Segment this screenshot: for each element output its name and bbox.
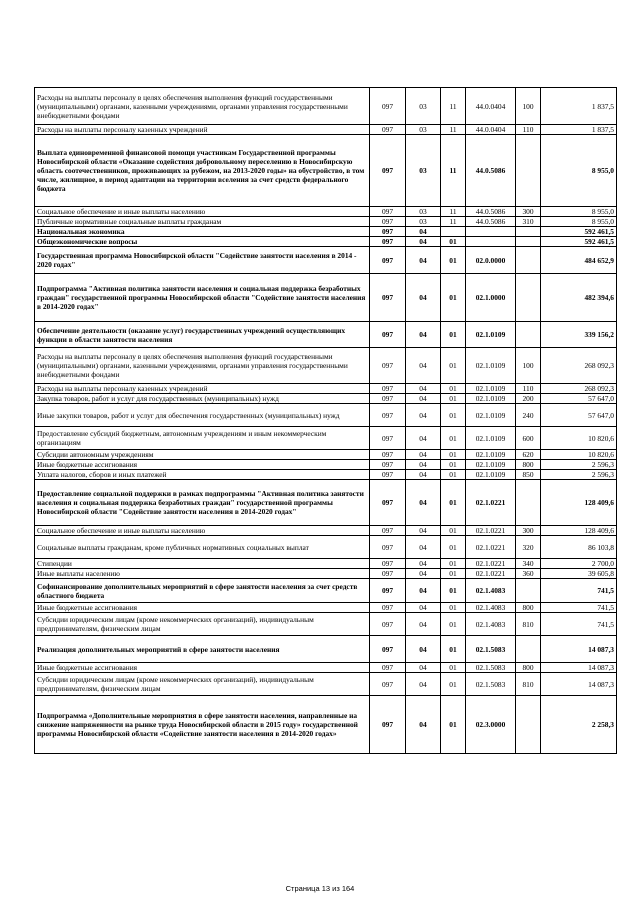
row-ved-code-cell: 097 — [370, 460, 406, 470]
row-expense-type-cell — [516, 247, 541, 274]
row-section-code-cell: 04 — [406, 247, 441, 274]
table-row — [35, 663, 617, 673]
row-section-code-cell: 04 — [406, 663, 441, 673]
table-row — [35, 274, 617, 322]
row-name-cell: Уплата налогов, сборов и иных платежей — [35, 470, 370, 480]
row-amount-cell: 484 652,9 — [541, 247, 617, 274]
row-target-article-cell: 02.1.0109 — [466, 384, 516, 394]
row-amount-cell: 2 596,3 — [541, 460, 617, 470]
table-row — [35, 88, 617, 125]
row-expense-type-cell — [516, 274, 541, 322]
row-target-article-cell: 02.1.0221 — [466, 480, 516, 526]
row-ved-code-cell: 097 — [370, 450, 406, 460]
row-subsection-code-cell: 01 — [441, 274, 466, 322]
row-section-code-cell: 04 — [406, 526, 441, 536]
row-subsection-code-cell: 01 — [441, 603, 466, 613]
row-subsection-code-cell: 01 — [441, 384, 466, 394]
row-expense-type-cell: 200 — [516, 394, 541, 404]
row-amount-cell: 1 837,5 — [541, 125, 617, 135]
row-expense-type-cell: 810 — [516, 613, 541, 636]
row-subsection-code-cell: 01 — [441, 480, 466, 526]
row-ved-code-cell: 097 — [370, 274, 406, 322]
row-subsection-code-cell: 01 — [441, 427, 466, 450]
row-name-cell: Подпрограмма «Дополнительные мероприятия в сфере занятости населения, направленные на снижение напряженности на рынке труда Новосибирской области в 2015 году» государственной программы Новосибирской области «Содействие занятости населения в 2014-2020 годах» — [35, 696, 370, 754]
row-subsection-code-cell: 01 — [441, 613, 466, 636]
table-row — [35, 135, 617, 207]
table-row — [35, 636, 617, 663]
table-row — [35, 696, 617, 754]
row-amount-cell: 14 087,3 — [541, 673, 617, 696]
row-amount-cell: 268 092,3 — [541, 384, 617, 394]
table-row — [35, 227, 617, 237]
row-target-article-cell: 02.1.0109 — [466, 427, 516, 450]
row-section-code-cell: 04 — [406, 480, 441, 526]
row-amount-cell: 57 647,0 — [541, 404, 617, 427]
row-amount-cell: 2 258,3 — [541, 696, 617, 754]
table-row — [35, 404, 617, 427]
row-amount-cell: 482 394,6 — [541, 274, 617, 322]
row-name-cell: Социальные выплаты гражданам, кроме публичных нормативных социальных выплат — [35, 536, 370, 559]
row-subsection-code-cell: 01 — [441, 536, 466, 559]
row-section-code-cell: 03 — [406, 207, 441, 217]
row-target-article-cell — [466, 227, 516, 237]
row-expense-type-cell: 850 — [516, 470, 541, 480]
table-row — [35, 470, 617, 480]
row-section-code-cell: 04 — [406, 237, 441, 247]
row-target-article-cell: 02.1.0109 — [466, 470, 516, 480]
row-section-code-cell: 04 — [406, 696, 441, 754]
row-target-article-cell: 02.1.0221 — [466, 569, 516, 579]
row-section-code-cell: 04 — [406, 579, 441, 603]
row-amount-cell: 8 955,0 — [541, 207, 617, 217]
row-ved-code-cell: 097 — [370, 322, 406, 348]
row-expense-type-cell: 800 — [516, 603, 541, 613]
row-name-cell: Иные бюджетные ассигнования — [35, 663, 370, 673]
row-ved-code-cell: 097 — [370, 569, 406, 579]
row-expense-type-cell — [516, 579, 541, 603]
row-expense-type-cell — [516, 636, 541, 663]
table-row — [35, 237, 617, 247]
row-target-article-cell: 02.1.5083 — [466, 673, 516, 696]
row-expense-type-cell: 300 — [516, 207, 541, 217]
row-expense-type-cell — [516, 237, 541, 247]
row-section-code-cell: 03 — [406, 125, 441, 135]
row-name-cell: Расходы на выплаты персоналу казенных учреждений — [35, 125, 370, 135]
row-amount-cell: 14 087,3 — [541, 663, 617, 673]
row-section-code-cell: 04 — [406, 227, 441, 237]
row-amount-cell: 741,5 — [541, 579, 617, 603]
budget-table — [34, 87, 617, 754]
row-target-article-cell: 02.1.0221 — [466, 536, 516, 559]
row-subsection-code-cell: 01 — [441, 526, 466, 536]
row-subsection-code-cell: 01 — [441, 404, 466, 427]
table-row — [35, 125, 617, 135]
table-row — [35, 613, 617, 636]
row-ved-code-cell: 097 — [370, 613, 406, 636]
row-name-cell: Иные закупки товаров, работ и услуг для обеспечения государственных (муниципальных) нужд — [35, 404, 370, 427]
row-expense-type-cell: 600 — [516, 427, 541, 450]
table-row — [35, 384, 617, 394]
row-section-code-cell: 03 — [406, 135, 441, 207]
table-row — [35, 536, 617, 559]
row-subsection-code-cell: 01 — [441, 322, 466, 348]
row-target-article-cell: 02.1.5083 — [466, 636, 516, 663]
row-name-cell: Предоставление социальной поддержки в рамках подпрограммы "Активная политика занятости населения и социальная поддержка безработных граждан" государственной программы Новосибирской области "Содействие занятости населения в 2014-2020 годах" — [35, 480, 370, 526]
row-expense-type-cell: 110 — [516, 384, 541, 394]
row-name-cell: Субсидии юридическим лицам (кроме некоммерческих организаций), индивидуальным предпринимателям, физическим лицам — [35, 673, 370, 696]
row-target-article-cell: 02.1.0221 — [466, 526, 516, 536]
table-row — [35, 480, 617, 526]
row-subsection-code-cell: 01 — [441, 559, 466, 569]
table-row — [35, 217, 617, 227]
row-ved-code-cell: 097 — [370, 603, 406, 613]
row-subsection-code-cell: 11 — [441, 207, 466, 217]
row-subsection-code-cell — [441, 227, 466, 237]
row-subsection-code-cell: 01 — [441, 348, 466, 384]
row-name-cell: Реализация дополнительных мероприятий в сфере занятости населения — [35, 636, 370, 663]
row-target-article-cell: 44.0.5086 — [466, 135, 516, 207]
row-target-article-cell: 02.1.0221 — [466, 559, 516, 569]
row-expense-type-cell: 800 — [516, 460, 541, 470]
row-amount-cell: 39 605,8 — [541, 569, 617, 579]
row-section-code-cell: 04 — [406, 274, 441, 322]
row-subsection-code-cell: 11 — [441, 88, 466, 125]
page-footer — [0, 884, 640, 893]
row-ved-code-cell: 097 — [370, 125, 406, 135]
row-section-code-cell: 04 — [406, 636, 441, 663]
row-subsection-code-cell: 01 — [441, 247, 466, 274]
row-name-cell: Расходы на выплаты персоналу в целях обеспечения выполнения функций государственными (муниципальными) органами, казенными учреждениями, органами управления государственными внебюджетными фондами — [35, 348, 370, 384]
row-target-article-cell: 02.1.0109 — [466, 394, 516, 404]
row-ved-code-cell: 097 — [370, 237, 406, 247]
row-ved-code-cell: 097 — [370, 348, 406, 384]
row-expense-type-cell: 340 — [516, 559, 541, 569]
row-target-article-cell: 44.0.0404 — [466, 88, 516, 125]
row-amount-cell: 741,5 — [541, 613, 617, 636]
row-target-article-cell: 02.1.4083 — [466, 579, 516, 603]
row-section-code-cell: 03 — [406, 217, 441, 227]
row-amount-cell: 741,5 — [541, 603, 617, 613]
row-name-cell: Выплата единовременной финансовой помощи участникам Государственной программы Новосибирской области «Оказание содействия добровольному переселению в Новосибирскую область соотечественников, проживающих за рубежом, на 2013-2020 годы» на обустройство, в том числе, жилищное, в период адаптации на территории вселения за счет средств федерального бюджета — [35, 135, 370, 207]
row-target-article-cell: 02.1.0109 — [466, 460, 516, 470]
row-ved-code-cell: 097 — [370, 247, 406, 274]
table-row — [35, 603, 617, 613]
row-section-code-cell: 04 — [406, 394, 441, 404]
row-section-code-cell: 04 — [406, 427, 441, 450]
row-name-cell: Расходы на выплаты персоналу в целях обеспечения выполнения функций государственными (муниципальными) органами, казенными учреждениями, органами управления государственными внебюджетными фондами — [35, 88, 370, 125]
row-amount-cell: 8 955,0 — [541, 217, 617, 227]
table-row — [35, 394, 617, 404]
row-section-code-cell: 04 — [406, 404, 441, 427]
row-ved-code-cell: 097 — [370, 135, 406, 207]
row-name-cell: Расходы на выплаты персоналу казенных учреждений — [35, 384, 370, 394]
row-target-article-cell: 02.1.0109 — [466, 348, 516, 384]
row-target-article-cell: 02.3.0000 — [466, 696, 516, 754]
row-section-code-cell: 04 — [406, 536, 441, 559]
row-target-article-cell: 02.1.0109 — [466, 450, 516, 460]
row-target-article-cell: 44.0.5086 — [466, 207, 516, 217]
row-amount-cell: 57 647,0 — [541, 394, 617, 404]
row-expense-type-cell — [516, 322, 541, 348]
row-ved-code-cell: 097 — [370, 88, 406, 125]
table-row — [35, 427, 617, 450]
row-expense-type-cell: 300 — [516, 526, 541, 536]
row-name-cell: Национальная экономика — [35, 227, 370, 237]
row-section-code-cell: 04 — [406, 348, 441, 384]
row-subsection-code-cell: 01 — [441, 394, 466, 404]
table-row — [35, 207, 617, 217]
row-ved-code-cell: 097 — [370, 559, 406, 569]
row-subsection-code-cell: 01 — [441, 579, 466, 603]
row-section-code-cell: 04 — [406, 450, 441, 460]
row-expense-type-cell: 800 — [516, 663, 541, 673]
row-ved-code-cell: 097 — [370, 427, 406, 450]
row-ved-code-cell: 097 — [370, 663, 406, 673]
row-amount-cell: 86 103,8 — [541, 536, 617, 559]
row-expense-type-cell: 320 — [516, 536, 541, 559]
row-target-article-cell: 02.1.5083 — [466, 663, 516, 673]
row-expense-type-cell — [516, 480, 541, 526]
row-target-article-cell: 02.1.0109 — [466, 322, 516, 348]
row-subsection-code-cell: 01 — [441, 450, 466, 460]
row-section-code-cell: 03 — [406, 88, 441, 125]
row-subsection-code-cell: 01 — [441, 663, 466, 673]
row-name-cell: Иные выплаты населению — [35, 569, 370, 579]
row-name-cell: Предоставление субсидий бюджетным, автономным учреждениям и иным некоммерческим организациям — [35, 427, 370, 450]
table-row — [35, 526, 617, 536]
table-row — [35, 579, 617, 603]
row-ved-code-cell: 097 — [370, 636, 406, 663]
row-ved-code-cell: 097 — [370, 217, 406, 227]
row-target-article-cell: 02.1.0000 — [466, 274, 516, 322]
row-subsection-code-cell: 01 — [441, 673, 466, 696]
row-expense-type-cell: 810 — [516, 673, 541, 696]
row-target-article-cell: 44.0.5086 — [466, 217, 516, 227]
row-amount-cell: 2 700,0 — [541, 559, 617, 569]
row-amount-cell: 339 156,2 — [541, 322, 617, 348]
row-subsection-code-cell: 01 — [441, 696, 466, 754]
row-name-cell: Стипендии — [35, 559, 370, 569]
table-row — [35, 559, 617, 569]
row-name-cell: Субсидии автономным учреждениям — [35, 450, 370, 460]
row-ved-code-cell: 097 — [370, 394, 406, 404]
row-subsection-code-cell: 01 — [441, 237, 466, 247]
row-name-cell: Публичные нормативные социальные выплаты гражданам — [35, 217, 370, 227]
row-expense-type-cell: 100 — [516, 88, 541, 125]
row-expense-type-cell: 360 — [516, 569, 541, 579]
row-amount-cell: 10 820,6 — [541, 450, 617, 460]
row-subsection-code-cell: 01 — [441, 470, 466, 480]
row-expense-type-cell: 110 — [516, 125, 541, 135]
row-section-code-cell: 04 — [406, 603, 441, 613]
row-section-code-cell: 04 — [406, 460, 441, 470]
row-amount-cell: 268 092,3 — [541, 348, 617, 384]
row-amount-cell: 14 087,3 — [541, 636, 617, 663]
row-target-article-cell: 02.1.4083 — [466, 603, 516, 613]
row-section-code-cell: 04 — [406, 569, 441, 579]
row-expense-type-cell: 240 — [516, 404, 541, 427]
row-name-cell: Общеэкономические вопросы — [35, 237, 370, 247]
row-ved-code-cell: 097 — [370, 526, 406, 536]
row-section-code-cell: 04 — [406, 613, 441, 636]
row-amount-cell: 2 596,3 — [541, 470, 617, 480]
row-name-cell: Обеспечение деятельности (оказание услуг) государственных учреждений осуществляющих функции в области занятости населения — [35, 322, 370, 348]
row-name-cell: Подпрограмма "Активная политика занятости населения и социальная поддержка безработных граждан" государственной программы Новосибирской области "Содействие занятости населения в 2014-2020 годах" — [35, 274, 370, 322]
table-row — [35, 460, 617, 470]
table-row — [35, 322, 617, 348]
row-ved-code-cell: 097 — [370, 480, 406, 526]
row-expense-type-cell — [516, 135, 541, 207]
row-amount-cell: 592 461,5 — [541, 227, 617, 237]
row-section-code-cell: 04 — [406, 470, 441, 480]
row-expense-type-cell: 620 — [516, 450, 541, 460]
row-target-article-cell: 44.0.0404 — [466, 125, 516, 135]
row-expense-type-cell: 100 — [516, 348, 541, 384]
row-expense-type-cell: 310 — [516, 217, 541, 227]
row-ved-code-cell: 097 — [370, 227, 406, 237]
row-expense-type-cell — [516, 227, 541, 237]
row-section-code-cell: 04 — [406, 673, 441, 696]
row-name-cell: Иные бюджетные ассигнования — [35, 603, 370, 613]
row-name-cell: Софинансирование дополнительных мероприятий в сфере занятости населения за счет средств областного бюджета — [35, 579, 370, 603]
row-subsection-code-cell: 11 — [441, 135, 466, 207]
row-target-article-cell — [466, 237, 516, 247]
row-section-code-cell: 04 — [406, 559, 441, 569]
table-row — [35, 450, 617, 460]
page-number: Страница 13 из 164 — [285, 884, 355, 893]
row-target-article-cell: 02.1.4083 — [466, 613, 516, 636]
table-row — [35, 348, 617, 384]
row-amount-cell: 128 409,6 — [541, 480, 617, 526]
row-name-cell: Закупка товаров, работ и услуг для государственных (муниципальных) нужд — [35, 394, 370, 404]
row-ved-code-cell: 097 — [370, 579, 406, 603]
row-amount-cell: 1 837,5 — [541, 88, 617, 125]
row-ved-code-cell: 097 — [370, 696, 406, 754]
row-subsection-code-cell: 11 — [441, 125, 466, 135]
row-ved-code-cell: 097 — [370, 207, 406, 217]
row-ved-code-cell: 097 — [370, 404, 406, 427]
row-target-article-cell: 02.1.0109 — [466, 404, 516, 427]
table-row — [35, 673, 617, 696]
budget-table-body — [35, 88, 617, 754]
row-subsection-code-cell: 01 — [441, 460, 466, 470]
row-amount-cell: 10 820,6 — [541, 427, 617, 450]
row-ved-code-cell: 097 — [370, 673, 406, 696]
row-target-article-cell: 02.0.0000 — [466, 247, 516, 274]
row-ved-code-cell: 097 — [370, 384, 406, 394]
row-expense-type-cell — [516, 696, 541, 754]
row-subsection-code-cell: 01 — [441, 636, 466, 663]
row-section-code-cell: 04 — [406, 322, 441, 348]
row-ved-code-cell: 097 — [370, 470, 406, 480]
table-row — [35, 569, 617, 579]
row-subsection-code-cell: 01 — [441, 569, 466, 579]
row-subsection-code-cell: 11 — [441, 217, 466, 227]
row-name-cell: Субсидии юридическим лицам (кроме некоммерческих организаций), индивидуальным предпринимателям, физическим лицам — [35, 613, 370, 636]
row-name-cell: Социальное обеспечение и иные выплаты населению — [35, 526, 370, 536]
row-section-code-cell: 04 — [406, 384, 441, 394]
row-name-cell: Социальное обеспечение и иные выплаты населению — [35, 207, 370, 217]
row-ved-code-cell: 097 — [370, 536, 406, 559]
table-row — [35, 247, 617, 274]
row-amount-cell: 8 955,0 — [541, 135, 617, 207]
row-name-cell: Иные бюджетные ассигнования — [35, 460, 370, 470]
row-amount-cell: 128 409,6 — [541, 526, 617, 536]
row-name-cell: Государственная программа Новосибирской области "Содействие занятости населения в 2014 - 2020 годах" — [35, 247, 370, 274]
row-amount-cell: 592 461,5 — [541, 237, 617, 247]
